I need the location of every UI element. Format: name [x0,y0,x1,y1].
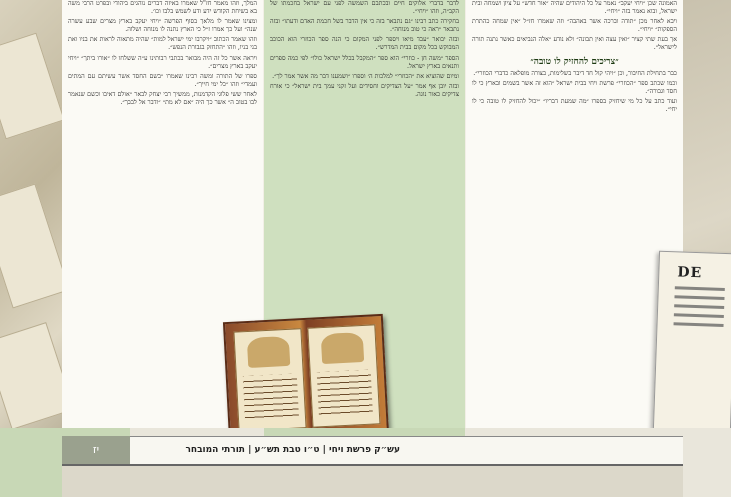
paragraph: וזהו שאמר הכתוב ״ויקרבו ימי ישראל למות״ שהיה מתאוה לראות את בניו ואת בני בניו, וזהו ״התחזק בגבורת הנפש״. [68,36,257,52]
printed-lines [317,370,373,419]
paragraph: ובזה יובן אף אמר ״על הצדיקים וחסידים ועל זקני עמך בית ישראל״ כי אורח צדיקים כאור נוגה. [270,82,459,98]
title-page-left [233,328,306,431]
printed-lines [243,373,299,422]
paragraph: ויראה אשר כל זה היה מבואר בכתבי רבותינו ע״ה ששלחו לו ״אורו ביתך״ ״ויחי יעקב בארץ מצרים״. [68,54,257,70]
engraving-emblem [247,336,291,368]
paragraph: האמונה שכן ״ויחי יעקב״ נאמר על כל היהודים שהיה ״אור חדש״ על ציון ושמחה ובית ישראל, ובוא נאמר בזה ״ויחי״. [472,0,677,16]
footer-lower-strip [62,466,683,497]
footer-dateline: עש״ק פרשת ויחי | ט״ו טבת תש״ע | תורתי המובחר [185,445,400,455]
document-line [675,286,725,291]
paragraph: ומצינו שאמר לו מלאך בסוף הפרשה ״ויחי יעקב בארץ מצרים שבע עשרה שנה״ ועל כך אמרו ז״ל כי הארץ נתנה לו מנוחה ושלוה. [68,18,257,34]
document-heading-letters: DE [677,264,703,282]
page-footer [0,428,731,497]
engraving-emblem [321,332,365,364]
paragraph: כבר בתחילת החיבור, וכן ״ויהי קול חד דיבר בשלימות, בצורה מופלאה כדברי הכוזרי״. [473,69,677,77]
document-line [674,295,724,300]
paragraph: הספר ״משה חן - כוזרי״ הוא ספר ״המקבל בכלל ישראל כולו״ לפי כמה ספרים ותנאים בארץ ישראל. [270,54,459,70]
section-subheading: ״צריכים להחזיק לו טובה״ [530,56,619,67]
paragraph: ובזה יבואר ״עבד מיאו ויספר לפני המקום כי הנה ספר הכוזרי הוא הכוכב המבוקש בכל מקום בבית המדרש״. [270,36,459,52]
paragraph: לדבר בדברי אלוקים חיים ובכתבם השמשה לפני עם ישראל בחכמתו של הקב״ה, וזהו ״ויחי״. [270,0,459,16]
paragraph: וכמו שכתב ספר ״הכוזרי״ פרשת ויחי בבית ישראל ״הוא זה אשר בשמים ובארץ כי לו חסד וגבורה״. [472,79,677,95]
paragraph: בחקירה כתב רבינו ״גם נתבאר בזה כי אין הדבר בשל חכמת האדם ודעתו״ ובזה נתבאר ״ראה כי טוב מנוחה״. [270,18,459,34]
document-line [674,322,724,327]
paragraph: ספרו של התורה ומשה רבינו שאמרו ״בשם החסד אשר עשיתם עם המתים ועמדי״ וזהו ״כל ימי חייך״. [68,72,257,88]
document-line [674,304,724,309]
document-line [674,313,724,318]
column-right [466,0,683,428]
background-paper-scraps [0,0,62,497]
title-page-right [307,324,380,427]
paper-scrap [0,183,70,308]
paper-scrap [0,33,65,140]
paragraph: ומיום שהוציא את ״הכוזרי״ למלכות ה׳ וספרו ״ושמענו דבר מה אשר אמר לך״. [272,72,459,80]
paragraph: לאחר ששי פלוגי הקדמנות, ממשיך רבי יצחק לבאר ״אולם דאיבו וכשם שנאמר לבו בטוב ה״ אשר כך היה ״אם לא מת״ ״ודבר אל לבבך״. [68,90,257,107]
paragraph: ועוד כתב על כל מי שיחזיק בספרו ״מה שמעת דבריו״ ״יכול להחזיק לו טובה כי לו יחי״. [472,97,677,114]
paragraph: המלך, וזהו מאמר חז"ל שאמרו באיזה דברים נוהגים ביהודי ובפרט הרבי משה בא בשיחת הקודש ידע ודע לשמש בלבו וכו׳. [68,0,257,16]
page-number: יז [62,436,130,464]
book-title-pages-image [223,314,389,444]
paragraph: אך בעת שתי קציר ״ואין עצה ואין תבונה״ ולא נודע ״אלה הנביאים כאשר נתנה תורה לישראל״. [472,36,677,52]
paragraph: ויבא לאחר מכן ״תודה וברכה אשר באהבה״ וזה שאמרו חז״ל ״אין שמחה כהתרת הספקות״ ״ויחי״. [472,18,677,34]
